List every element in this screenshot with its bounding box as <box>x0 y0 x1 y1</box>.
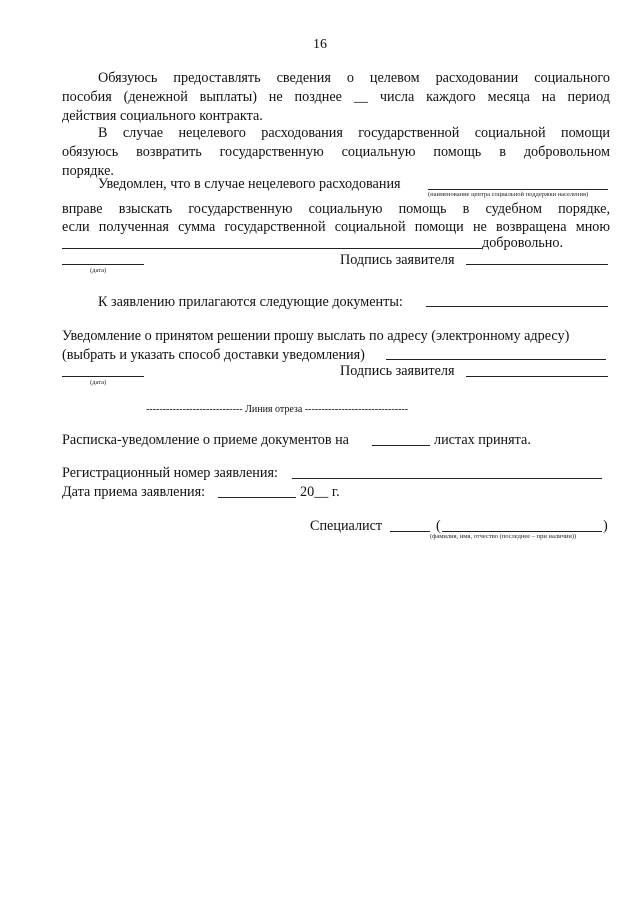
signature-blank-2[interactable] <box>466 376 608 377</box>
para1-line2: пособия (денежной выплаты) не позднее __ числа каждого месяца на период <box>62 89 610 105</box>
cut-dashes-right: ------------------------------- <box>304 404 409 415</box>
attachments-blank[interactable] <box>426 306 608 307</box>
specialist-label: Специалист <box>310 518 383 534</box>
center-name-blank[interactable] <box>428 189 608 190</box>
notify-blank[interactable] <box>386 359 606 360</box>
para1-line1: Обязуюсь предоставлять сведения о целевом расходовании социального <box>98 70 610 86</box>
specialist-open-paren: ( <box>436 518 441 534</box>
para2-line3: порядке. <box>62 163 114 179</box>
cut-dashes-left: ----------------------------- <box>146 404 243 415</box>
date-received-label: Дата приема заявления: <box>62 484 206 500</box>
date-blank-2[interactable] <box>62 376 144 377</box>
reg-number-label: Регистрационный номер заявления: <box>62 465 278 481</box>
para3-line3: если полученная сумма государственной социальной помощи не возвращена мною <box>62 219 610 235</box>
notify-line2: (выбрать и указать способ доставки уведомления) <box>62 347 365 363</box>
para3-line1: Уведомлен, что в случае нецелевого расходования <box>98 176 401 192</box>
specialist-hint: (фамилия, имя, отчество (последнее – при наличии)) <box>430 533 577 540</box>
year-suffix: __ г. <box>314 484 340 500</box>
cut-label: Линия отреза <box>245 404 303 415</box>
para3-line4-end: добровольно. <box>482 235 564 251</box>
specialist-name-blank[interactable] <box>442 531 602 532</box>
para2-line2: обязуюсь возвратить государственную социальную помощь в добровольном <box>62 144 610 160</box>
return-blank[interactable] <box>62 248 482 249</box>
specialist-close-paren: ) <box>603 518 608 534</box>
specialist-signature-blank[interactable] <box>390 531 430 532</box>
date-blank-1[interactable] <box>62 264 144 265</box>
year-prefix: 20 <box>300 484 315 500</box>
sheets-count-blank[interactable] <box>372 445 430 446</box>
reg-number-blank[interactable] <box>292 478 602 479</box>
page-number: 16 <box>313 37 327 52</box>
center-name-hint: (наименование центра социальной поддержки населения) <box>428 191 589 198</box>
signature-label-1: Подпись заявителя <box>340 252 455 268</box>
attachments-label: К заявлению прилагаются следующие документы: <box>98 294 403 310</box>
date-hint-2: (дата) <box>90 379 107 386</box>
para3-line2: вправе взыскать государственную социальную помощь в судебном порядке, <box>62 201 610 217</box>
signature-blank-1[interactable] <box>466 264 608 265</box>
cut-line <box>146 403 408 417</box>
receipt-prefix: Расписка-уведомление о приеме документов на <box>62 432 349 448</box>
date-received-year <box>300 483 340 502</box>
para2-line1: В случае нецелевого расходования государственной социальной помощи <box>98 125 610 141</box>
date-received-blank[interactable] <box>218 497 296 498</box>
receipt-suffix: листах принята. <box>434 432 531 448</box>
notify-line1: Уведомление о принятом решении прошу выслать по адресу (электронному адресу) <box>62 328 570 344</box>
signature-label-2: Подпись заявителя <box>340 363 455 379</box>
para1-line3: действия социального контракта. <box>62 108 263 124</box>
date-hint-1: (дата) <box>90 267 107 274</box>
